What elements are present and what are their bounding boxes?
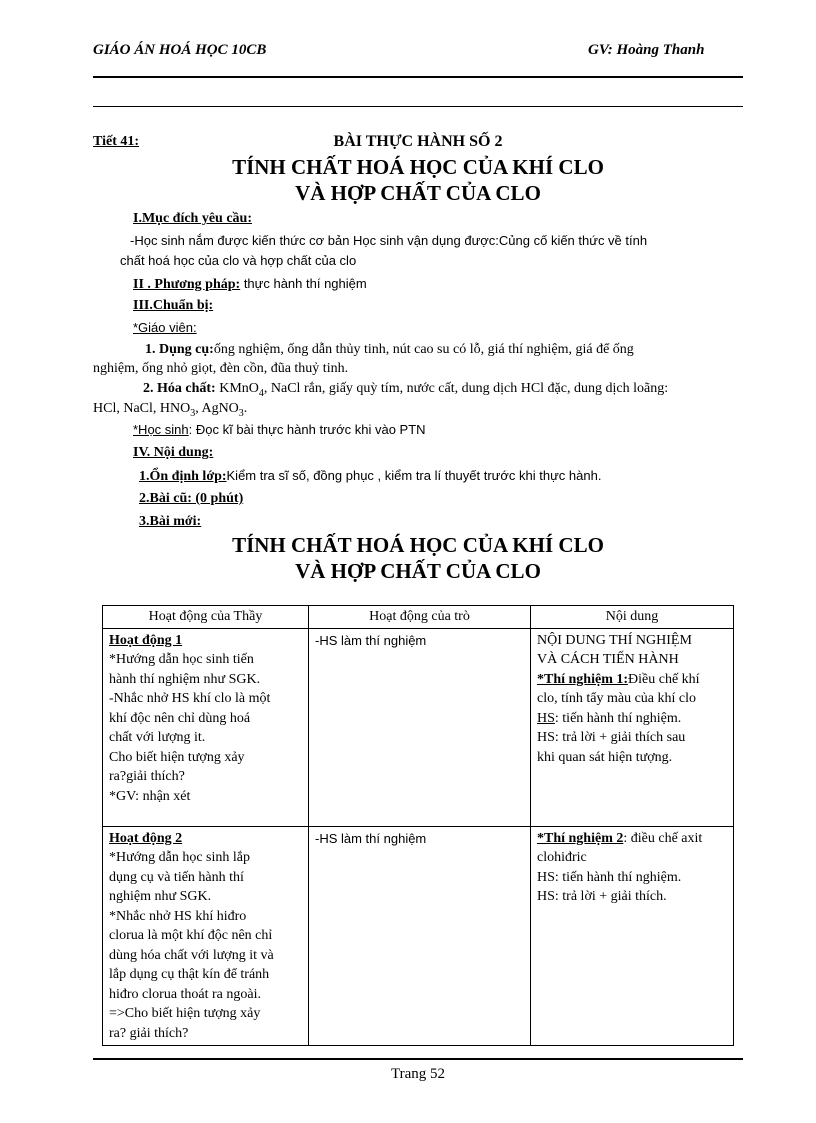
row2-teacher-line: *Nhắc nhở HS khí hiđro (109, 908, 247, 924)
row2-teacher-title: Hoạt động 2 (109, 830, 183, 846)
row1-content-line2: clo, tính tẩy màu của khí clo (537, 691, 697, 706)
on-dinh-line (139, 467, 601, 486)
section-chuan-bi: III.Chuẩn bị: (133, 298, 214, 313)
row2-teacher-line: lắp dụng cụ thật kín để tránh (109, 967, 270, 982)
page-number: Trang 52 (390, 1066, 446, 1082)
section-noi-dung: IV. Nội dung: (133, 445, 214, 460)
row2-teacher-line: dụng cụ và tiến hành thí (109, 869, 244, 885)
lesson-title-line2: VÀ HỢP CHẤT CỦA CLO (295, 181, 541, 205)
table-row (103, 826, 734, 1046)
dung-cu-line1 (145, 341, 634, 359)
header-right: GV: Hoàng Thanh (588, 42, 705, 58)
row2-experiment-label: *Thí nghiệm 2 (537, 830, 624, 846)
hoa-chat-kmno: KMnO (215, 381, 259, 396)
phuong-phap-text: thực hành thí nghiệm (240, 276, 367, 291)
row1-hs-label: HS (537, 710, 555, 726)
dung-cu-line2: nghiệm, ống nhỏ giọt, đèn cồn, đũa thuỷ tinh. (93, 361, 349, 376)
row2-teacher-line: dùng hóa chất với lượng it và (109, 947, 274, 963)
row1-content-title2: VÀ CÁCH TIẾN HÀNH (537, 652, 679, 667)
row2-content-line2: clohiđric (537, 850, 587, 865)
dung-cu-label: 1. Dụng cụ: (145, 342, 214, 357)
muc-dich-line2: chất hoá học của clo và hợp chất của clo (120, 253, 357, 268)
hoa-chat-line2 (93, 400, 247, 423)
row2-content-line3: HS: tiến hành thí nghiệm. (537, 869, 682, 885)
row2-teacher (103, 826, 309, 1046)
row1-content-line4: HS: trả lời + giải thích sau (537, 730, 686, 745)
content-title-line1: TÍNH CHẤT HOÁ HỌC CỦA KHÍ CLO (232, 533, 604, 557)
dung-cu-text1: ống nghiệm, ống dẫn thủy tinh, nút cao su có lỗ, giá thí nghiệm, giá để ống (213, 342, 634, 357)
row2-content-line1 (537, 829, 727, 849)
row2-content (531, 826, 734, 1046)
row1-content (531, 628, 734, 826)
row1-content-line1 (537, 670, 727, 690)
row1-hs-text: : tiến hành thí nghiệm. (554, 710, 682, 726)
table-header-teacher: Hoạt động của Thầy (103, 606, 309, 629)
row2-experiment-text: : điều chế axit (623, 830, 703, 846)
row1-content-line3 (537, 709, 727, 729)
row2-student: -HS làm thí nghiệm (309, 826, 531, 1046)
header-rule-1 (93, 76, 743, 78)
hoc-sinh-text: : Đọc kĩ bài thực hành trước khi vào PTN (188, 422, 426, 437)
table-header-content: Nội dung (531, 606, 734, 629)
sub-3b: 3 (238, 407, 244, 419)
row1-content-line5: khi quan sát hiện tượng. (537, 749, 673, 765)
row2-teacher-line: nghiệm như SGK. (109, 889, 212, 904)
row1-experiment-label: *Thí nghiệm 1: (537, 671, 629, 687)
on-dinh-label: 1.Ổn định lớp: (139, 469, 227, 484)
row1-teacher-line: *GV: nhận xét (109, 788, 191, 804)
hoc-sinh-line (133, 421, 426, 439)
row2-teacher-line: hiđro clorua thoát ra ngoài. (109, 986, 262, 1002)
section-phuong-phap: II . Phương pháp: (133, 277, 241, 292)
lesson-title-line1: TÍNH CHẤT HOÁ HỌC CỦA KHÍ CLO (232, 155, 604, 179)
row1-teacher-line: chất với lượng it. (109, 730, 206, 745)
row1-teacher-line: Cho biết hiện tượng xảy (109, 749, 245, 765)
hoa-chat-hno: HCl, NaCl, HNO (93, 401, 191, 416)
content-title-line2: VÀ HỢP CHẤT CỦA CLO (295, 559, 541, 583)
table-row (103, 628, 734, 826)
row2-teacher-line: =>Cho biết hiện tượng xảy (109, 1006, 261, 1021)
table-header-student: Hoạt động của trò (309, 606, 531, 629)
row1-experiment-text: Điều chế khí (628, 671, 700, 687)
row1-teacher-line: ra?giải thích? (109, 769, 185, 784)
row2-teacher-line: clorua là một khí độc nên chỉ (109, 928, 273, 943)
hoa-chat-dot: . (243, 401, 248, 416)
lesson-subtitle: BÀI THỰC HÀNH SỐ 2 (333, 133, 503, 150)
section-muc-dich: I.Mục đích yêu cầu: (133, 211, 252, 226)
activity-table (102, 605, 734, 1046)
row1-teacher-line: hành thí nghiệm như SGK. (109, 671, 261, 687)
row1-teacher-line: *Hướng dẫn học sinh tiến (109, 652, 254, 667)
bai-cu: 2.Bài cũ: (0 phút) (139, 491, 244, 506)
row2-teacher-line: ra? giải thích? (109, 1025, 189, 1041)
sub-4: 4 (258, 387, 264, 399)
footer-rule (93, 1058, 743, 1060)
muc-dich-line1: -Học sinh nắm được kiến thức cơ bản Học sinh vận dụng được:Củng cố kiến thức về tính (130, 233, 648, 248)
header-left: GIÁO ÁN HOÁ HỌC 10CB (93, 42, 267, 58)
hoc-sinh-label: *Học sinh (133, 422, 189, 437)
header-rule-2 (93, 106, 743, 107)
phuong-phap-line (133, 275, 367, 294)
on-dinh-text: Kiểm tra sĩ số, đồng phục , kiểm tra lí thuyết trước khi thực hành. (226, 468, 602, 483)
table-header-row (103, 606, 734, 629)
row1-teacher-title: Hoạt động 1 (109, 632, 183, 648)
row1-teacher-line: -Nhắc nhở HS khí clo là một (109, 691, 271, 706)
row1-teacher-line: khí độc nên chỉ dùng hoá (109, 710, 251, 726)
row2-content-line4: HS: trả lời + giải thích. (537, 889, 667, 904)
sub-3a: 3 (190, 407, 196, 419)
row2-teacher-line: *Hướng dẫn học sinh lắp (109, 850, 250, 865)
row1-student: -HS làm thí nghiệm (309, 628, 531, 826)
lesson-number: Tiết 41: (93, 134, 140, 149)
row1-content-title1: NỘI DUNG THÍ NGHIỆM (537, 632, 692, 648)
hoa-chat-text1: , NaCl rắn, giấy quỳ tím, nước cất, dung dịch HCl đặc, dung dịch loãng: (263, 381, 669, 396)
hoa-chat-label: 2. Hóa chất: (143, 381, 216, 396)
bai-moi: 3.Bài mới: (139, 514, 202, 529)
giao-vien-label: *Giáo viên: (133, 320, 197, 335)
hoa-chat-agno: , AgNO (195, 401, 239, 416)
row1-teacher (103, 628, 309, 826)
